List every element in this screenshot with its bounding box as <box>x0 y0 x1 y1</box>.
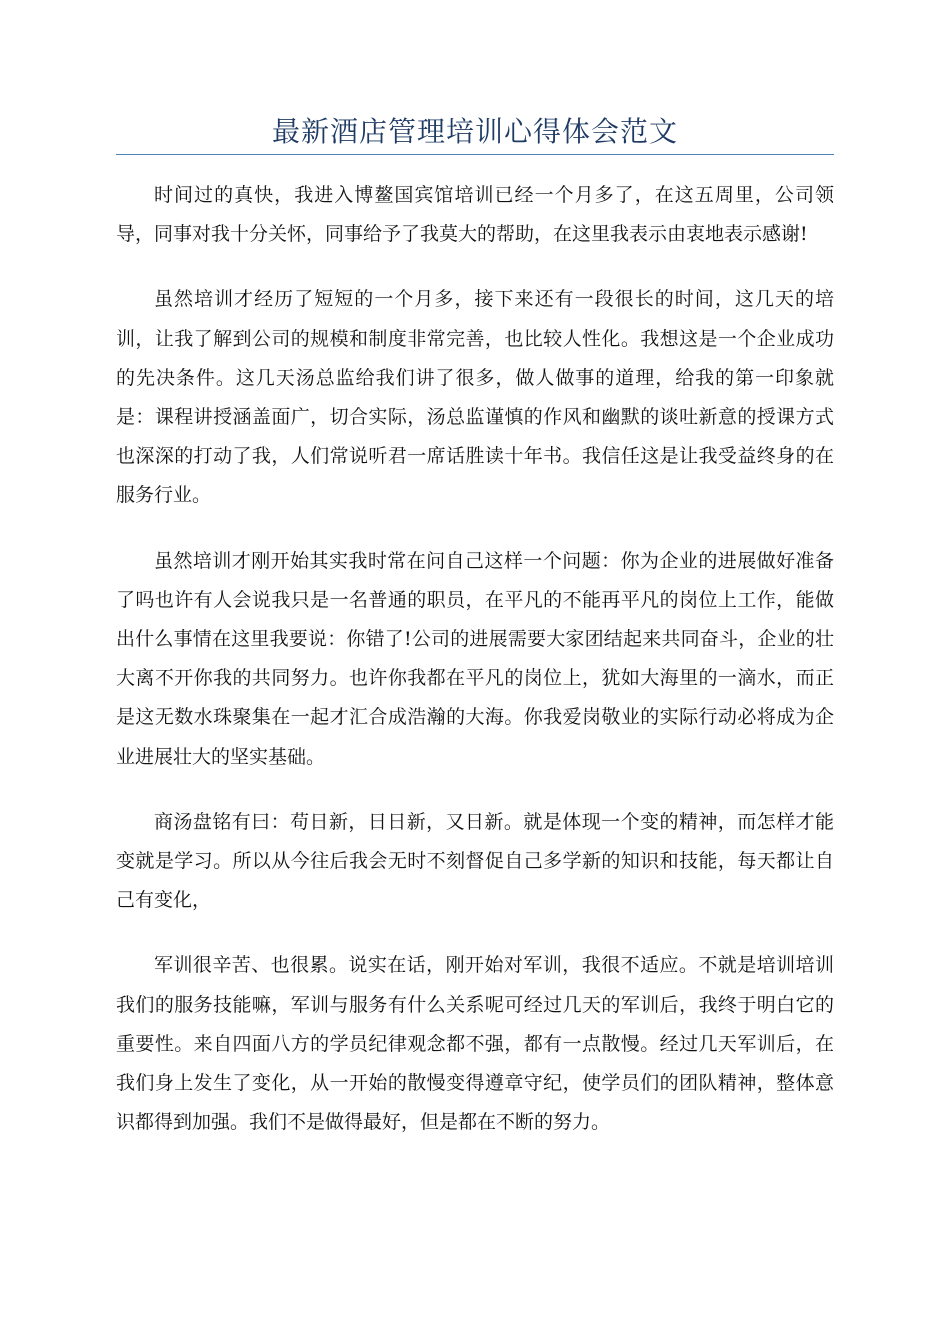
paragraph-4: 商汤盘铭有曰：苟日新，日日新，又日新。就是体现一个变的精神，而怎样才能变就是学习。所以从今往后我会无时不刻督促自己多学新的知识和技能，每天都让自己有变化， <box>116 810 834 912</box>
paragraph-5: 军训很辛苦、也很累。说实在话，刚开始对军训，我很不适应。不就是培训培训我们的服务技能嘛，军训与服务有什么关系呢可经过几天的军训后，我终于明白它的重要性。来自四面八方的学员纪律观念都不强，都有一点散慢。经过几天军训后，在我们身上发生了变化，从一开始的散慢变得遵章守纪，使学员们的团队精神，整体意识都得到加强。我们不是做得最好，但是都在不断的努力。 <box>116 954 834 1134</box>
document-body <box>116 176 834 1168</box>
paragraph-2: 虽然培训才经历了短短的一个月多，接下来还有一段很长的时间，这几天的培训，让我了解到公司的规模和制度非常完善，也比较人性化。我想这是一个企业成功的先决条件。这几天汤总监给我们讲了很多，做人做事的道理，给我的第一印象就是：课程讲授涵盖面广，切合实际，汤总监谨慎的作风和幽默的谈吐新意的授课方式也深深的打动了我，人们常说听君一席话胜读十年书。我信任这是让我受益终身的在服务行业。 <box>116 288 834 507</box>
paragraph-1: 时间过的真快，我进入博鳌国宾馆培训已经一个月多了，在这五周里，公司领导，同事对我十分关怀，同事给予了我莫大的帮助，在这里我表示由衷地表示感谢! <box>116 184 834 246</box>
document-title: 最新酒店管理培训心得体会范文 <box>271 115 678 148</box>
paragraph-3: 虽然培训才刚开始其实我时常在问自己这样一个问题：你为企业的进展做好准备了吗也许有人会说我只是一名普通的职员，在平凡的不能再平凡的岗位上工作，能做出什么事情在这里我要说：你错了!公司的进展需要大家团结起来共同奋斗，企业的壮大离不开你我的共同努力。也许你我都在平凡的岗位上，犹如大海里的一滴水，而正是这无数水珠聚集在一起才汇合成浩瀚的大海。你我爱岗敬业的实际行动必将成为企业进展壮大的坚实基础。 <box>116 549 834 768</box>
title-underline <box>116 154 834 155</box>
